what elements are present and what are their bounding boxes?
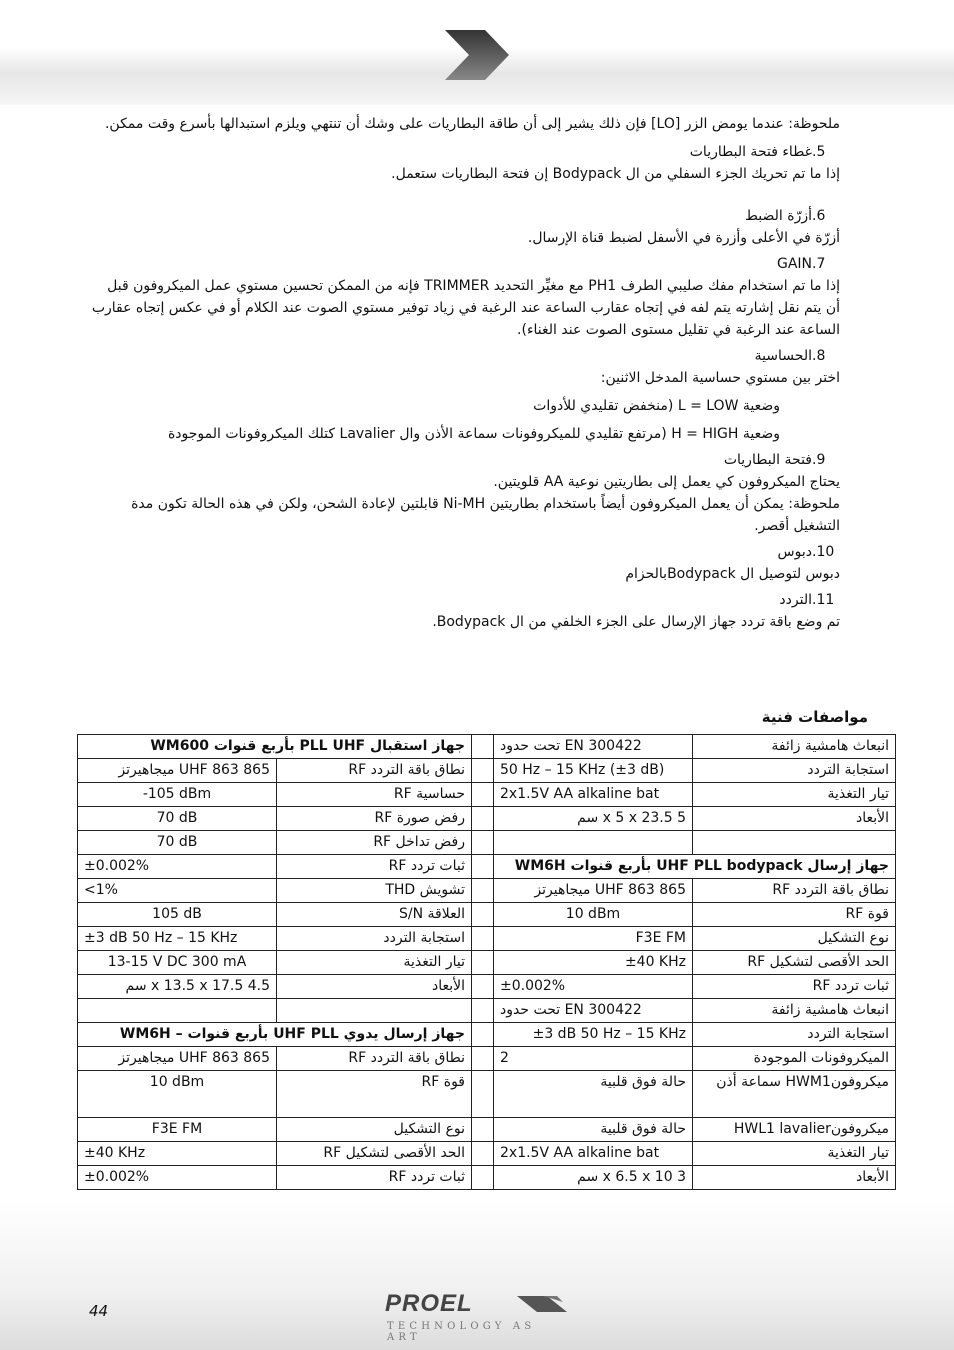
logo-wordmark: PROEL (385, 1290, 473, 1317)
item-text: تم وضع باقة تردد جهاز الإرسال على الجزء الخلفي من ال Bodypack. (432, 614, 840, 630)
spec-value: 10 dBm (78, 1071, 277, 1118)
spec-label: انبعاث هامشية زائفة (693, 999, 896, 1023)
table-gap (472, 831, 494, 855)
table-gap (472, 879, 494, 903)
table-gap (472, 975, 494, 999)
specs-table (77, 734, 896, 1190)
spec-value: ±0.002% (78, 1166, 277, 1190)
spec-value: ±3 dB 50 Hz – 15 KHz (494, 1023, 693, 1047)
spec-label: ثبات تردد RF (693, 975, 896, 999)
spec-row (78, 1047, 896, 1071)
spec-row (78, 1118, 896, 1142)
spec-label: انبعاث هامشية زائفة (693, 735, 896, 759)
item-7 (90, 253, 840, 341)
item-number: .6 (812, 208, 826, 224)
specs-title: مواصفات فنية (761, 708, 868, 726)
spec-value: 2 (494, 1047, 693, 1071)
table-gap (472, 735, 494, 759)
spec-value: حالة فوق قلبية (494, 1118, 693, 1142)
section-heading: جهاز استقبال PLL UHF بأربع قنوات WM600 (78, 735, 472, 759)
spec-row (78, 1023, 896, 1047)
spec-value: F3E FM (78, 1118, 277, 1142)
item-11 (90, 589, 840, 633)
item-title: أزرّة الضبط (744, 208, 812, 224)
spec-value (78, 999, 277, 1023)
spec-label: تيار التغذية (277, 951, 472, 975)
table-gap (472, 951, 494, 975)
spec-label: استجابة التردد (693, 759, 896, 783)
note-lo: ملحوظة: عندما يومض الزر [LO] فإن ذلك يشير إلى أن طاقة البطاريات على وشك أن تنتهي ويلزم استبدالها بأسرع وقت ممكن. (104, 116, 840, 132)
item-text: إذا ما تم استخدام مفك صليبي الطرف PH1 مع مغيِّر التحديد TRIMMER فإنه من الممكن تحسين مستوي عمل الميكروفون قبل أن يتم نقل إشارته يتم لفه في إتجاه عقارب الساعة عند الرغبة في زياد توفير مستوي الصوت عند الكلام أو في عكس إتجاه عقارب الساعة عند الرغبة في تقليل مستوى الصوت عند الغناء). (91, 278, 840, 338)
spec-label: العلاقة S/N (277, 903, 472, 927)
spec-label: ميكروفونHWL1 lavalier (693, 1118, 896, 1142)
table-gap (472, 1166, 494, 1190)
spec-row (78, 1071, 896, 1118)
sensitivity-low: وضعية L = LOW (منخفض تقليدي للأدوات (533, 398, 780, 414)
spec-value: 10 dBm (494, 903, 693, 927)
item-number: .8 (812, 348, 826, 364)
spec-label: نطاق باقة التردد RF (277, 1047, 472, 1071)
spec-label: الحد الأقصى لتشكيل RF (693, 951, 896, 975)
logo-arrow-icon (517, 1294, 569, 1314)
spec-value: 13-15 V DC 300 mA (78, 951, 277, 975)
spec-value: 50 Hz – 15 KHz (±3 dB) (494, 759, 693, 783)
spec-label: الأبعاد (693, 807, 896, 831)
spec-value: حالة فوق قلبية (494, 1071, 693, 1118)
item-5 (90, 141, 840, 185)
table-gap (472, 1047, 494, 1071)
spec-label: قوة RF (277, 1071, 472, 1118)
spec-row (78, 735, 896, 759)
proel-logo (385, 1290, 575, 1343)
spec-label: حساسية RF (277, 783, 472, 807)
spec-row (78, 783, 896, 807)
spec-value: -105 dBm (78, 783, 277, 807)
item-number: .5 (812, 144, 826, 160)
item-title: فتحة البطاريات (723, 452, 812, 468)
item-title: GAIN (776, 256, 812, 272)
spec-value: 4.5 x 13.5 x 17.5 سم (78, 975, 277, 999)
item-text: دبوس لتوصيل ال Bodypackبالحزام (625, 566, 840, 582)
spec-row (78, 879, 896, 903)
spec-row (78, 1166, 896, 1190)
spec-label: الأبعاد (693, 1166, 896, 1190)
spec-row (78, 999, 896, 1023)
table-gap (472, 999, 494, 1023)
spec-label: تيار التغذية (693, 783, 896, 807)
spec-value: 70 dB (78, 831, 277, 855)
spec-label: استجابة التردد (277, 927, 472, 951)
spec-label: الميكروفونات الموجودة (693, 1047, 896, 1071)
item-title: غطاء فتحة البطاريات (689, 144, 812, 160)
spec-row (78, 831, 896, 855)
item-number: .11 (812, 592, 835, 608)
spec-value (494, 831, 693, 855)
table-gap (472, 1142, 494, 1166)
table-gap (472, 1071, 494, 1118)
spec-row (78, 903, 896, 927)
instructions-text (90, 113, 840, 633)
section-heading: جهاز إرسال يدوي UHF PLL بأربع قنوات – WM6H (78, 1023, 472, 1047)
spec-value: تحت حدود EN 300422 (494, 999, 693, 1023)
logo-tagline: TECHNOLOGY AS ART (387, 1321, 536, 1343)
table-gap (472, 783, 494, 807)
spec-value: 5 x 5 x 23.5 سم (494, 807, 693, 831)
spec-label: الحد الأقصى لتشكيل RF (277, 1142, 472, 1166)
spec-label: ثبات تردد RF (277, 855, 472, 879)
spec-value: تحت حدود EN 300422 (494, 735, 693, 759)
table-gap (472, 927, 494, 951)
page-number: 44 (89, 1302, 109, 1320)
sensitivity-high: وضعية H = HIGH (مرتفع تقليدي للميكروفونات سماعة الأذن وال Lavalier كتلك الميكروفونات الموجودة (167, 426, 780, 442)
spec-label: ثبات تردد RF (277, 1166, 472, 1190)
table-gap (472, 1118, 494, 1142)
spec-value: ±40 KHz (78, 1142, 277, 1166)
spec-label: نطاق باقة التردد RF (277, 759, 472, 783)
spec-label: نوع التشكيل (277, 1118, 472, 1142)
item-9 (90, 449, 840, 537)
item-text: أزرّة في الأعلى وأزرة في الأسفل لضبط قناة الإرسال. (527, 230, 840, 246)
table-gap (472, 759, 494, 783)
table-gap (472, 903, 494, 927)
spec-value: <1% (78, 879, 277, 903)
spec-value: 70 dB (78, 807, 277, 831)
spec-value: UHF 863 865 ميجاهيرتز (494, 879, 693, 903)
spec-label (277, 999, 472, 1023)
spec-row (78, 1142, 896, 1166)
item-text: يحتاج الميكروفون كي يعمل إلى بطاريتين نوعية AA قلويتين. (493, 474, 840, 490)
spec-row (78, 927, 896, 951)
section-heading: جهاز إرسال UHF PLL bodypack بأربع قنوات WM6H (494, 855, 896, 879)
spec-label: الأبعاد (277, 975, 472, 999)
item-10 (90, 541, 840, 585)
spec-value: ±40 KHz (494, 951, 693, 975)
spec-label: نوع التشكيل (693, 927, 896, 951)
spec-value: ±0.002% (78, 855, 277, 879)
table-gap (472, 855, 494, 879)
header-chevron-icon (445, 28, 511, 82)
item-title: دبوس (777, 544, 812, 560)
spec-label: تيار التغذية (693, 1142, 896, 1166)
item-8 (90, 345, 840, 445)
spec-value: UHF 863 865 ميجاهيرتز (78, 759, 277, 783)
item-text: اختر بين مستوي حساسية المدخل الاثنين: (600, 370, 840, 386)
spec-row (78, 759, 896, 783)
item-number: .10 (812, 544, 835, 560)
item-note: ملحوظة: يمكن أن يعمل الميكروفون أيضاً باستخدام بطاريتين Ni-MH قابلتين لإعادة الشحن، ولكن في هذه الحالة تكون مدة التشغيل أقصر. (131, 496, 840, 534)
spec-value: 2x1.5V AA alkaline bat (494, 783, 693, 807)
spec-label: نطاق باقة التردد RF (693, 879, 896, 903)
spec-label: رفض صورة RF (277, 807, 472, 831)
spec-row (78, 975, 896, 999)
item-number: .9 (812, 452, 826, 468)
item-number: .7 (812, 256, 826, 272)
item-title: الحساسية (754, 348, 812, 364)
item-6 (90, 205, 840, 249)
spec-row (78, 951, 896, 975)
spec-value: F3E FM (494, 927, 693, 951)
spec-value: UHF 863 865 ميجاهيرتز (78, 1047, 277, 1071)
spec-label: رفض تداخل RF (277, 831, 472, 855)
table-gap (472, 807, 494, 831)
spec-value: ±0.002% (494, 975, 693, 999)
spec-value: ±3 dB 50 Hz – 15 KHz (78, 927, 277, 951)
spec-label: استجابة التردد (693, 1023, 896, 1047)
spec-label: ميكروفونHWM1 سماعة أذن (693, 1071, 896, 1118)
spec-label: قوة RF (693, 903, 896, 927)
item-text: إذا ما تم تحريك الجزء السفلي من ال Bodypack إن فتحة البطاريات ستعمل. (391, 166, 840, 182)
spec-label (693, 831, 896, 855)
table-gap (472, 1023, 494, 1047)
spec-row (78, 855, 896, 879)
item-title: التردد (779, 592, 812, 608)
spec-value: 105 dB (78, 903, 277, 927)
spec-label: تشويش THD (277, 879, 472, 903)
spec-value: 2x1.5V AA alkaline bat (494, 1142, 693, 1166)
spec-row (78, 807, 896, 831)
spec-value: 3 x 6.5 x 10 سم (494, 1166, 693, 1190)
